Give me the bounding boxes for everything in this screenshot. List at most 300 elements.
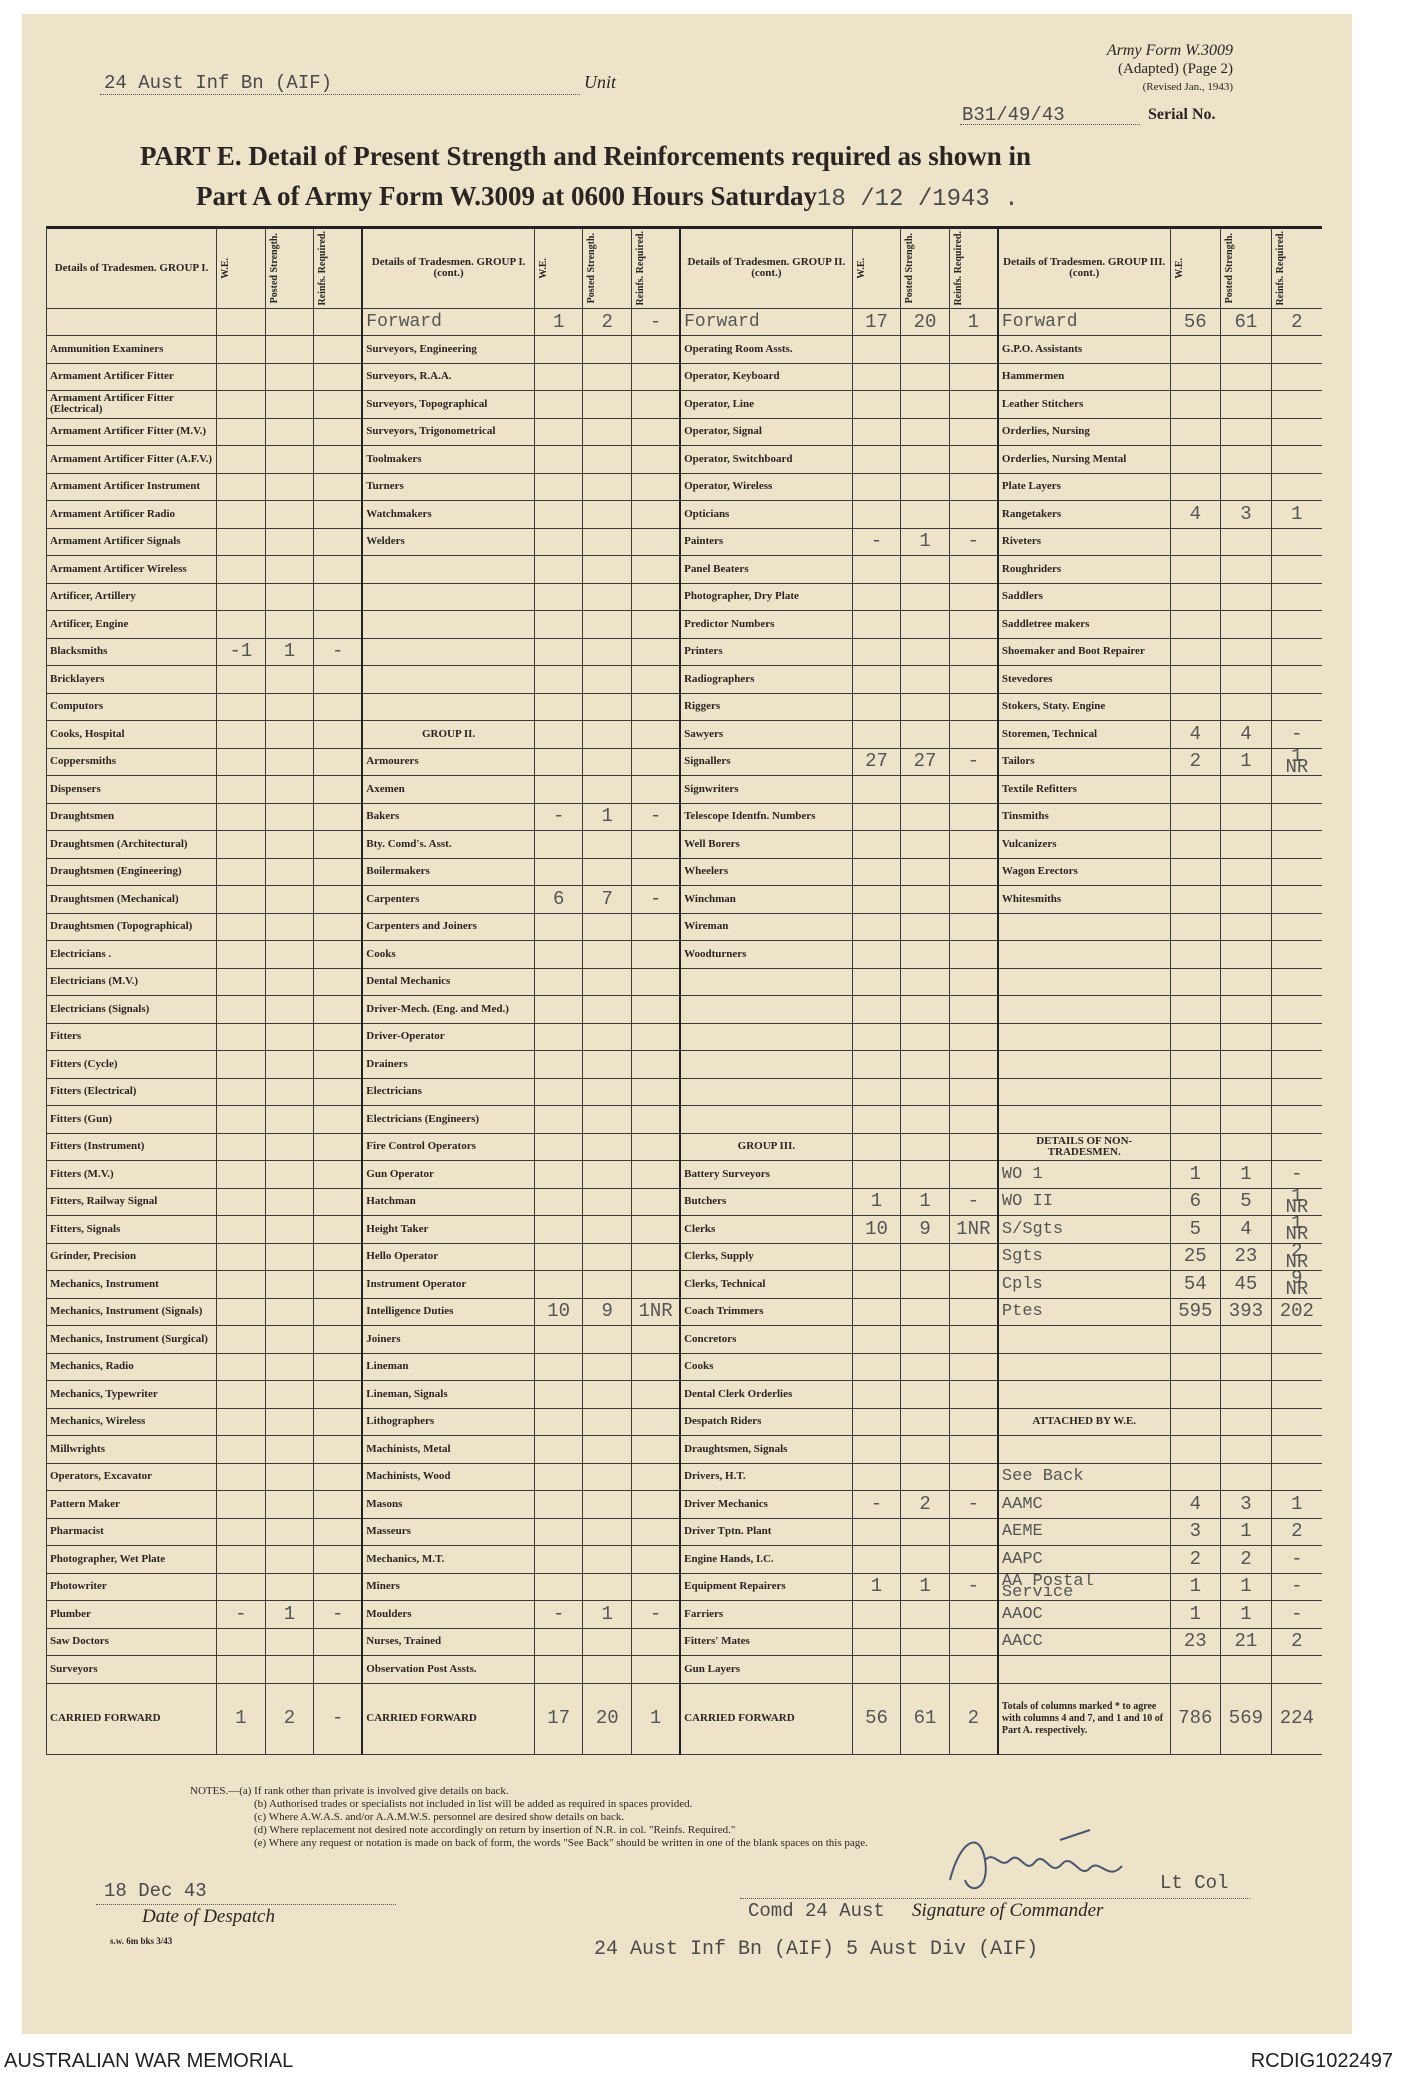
reinf-value — [1271, 693, 1322, 721]
reinf-value — [632, 1133, 681, 1161]
reinf-value — [1271, 391, 1322, 419]
carried-value: 20 — [583, 1683, 632, 1754]
we-value — [217, 968, 266, 996]
we-value — [852, 1436, 901, 1464]
reinf-value — [632, 473, 681, 501]
we-value — [1170, 418, 1221, 446]
reinf-value — [632, 446, 681, 474]
table-row — [47, 1023, 1323, 1051]
unit-rule — [100, 94, 580, 95]
trade-label: Operating Room Assts. — [680, 336, 852, 364]
posted-value: 21 — [1221, 1628, 1272, 1656]
reinf-value — [949, 913, 998, 941]
trade-label: Joiners — [362, 1326, 534, 1354]
posted-value — [265, 418, 314, 446]
posted-value — [901, 996, 950, 1024]
reinf-value — [949, 583, 998, 611]
we-value — [1170, 941, 1221, 969]
forward-label: Forward — [680, 309, 852, 336]
reinf-value — [314, 418, 363, 446]
we-value — [534, 583, 583, 611]
trade-label: Artificer, Engine — [47, 611, 217, 639]
reinf-value — [314, 941, 363, 969]
we-value — [217, 1628, 266, 1656]
trade-label: Masseurs — [362, 1518, 534, 1546]
trade-label: Leather Stitchers — [998, 391, 1170, 419]
trade-label: Wagon Erectors — [998, 858, 1170, 886]
carried-value: 1 — [632, 1683, 681, 1754]
we-value — [217, 363, 266, 391]
reinf-value — [632, 1463, 681, 1491]
reinf-value — [949, 1353, 998, 1381]
trade-label: Surveyors, Topographical — [362, 391, 534, 419]
trade-label: Mechanics, Wireless — [47, 1408, 217, 1436]
posted-value — [1221, 913, 1272, 941]
we-value — [217, 528, 266, 556]
reinf-value — [1271, 1353, 1322, 1381]
posted-value — [265, 583, 314, 611]
despatch-label: Date of Despatch — [142, 1906, 275, 1927]
trade-label: Gun Operator — [362, 1161, 534, 1189]
reinf-value — [1271, 611, 1322, 639]
reinf-value: 2 — [1271, 1518, 1322, 1546]
trade-label: Plate Layers — [998, 473, 1170, 501]
reinf-value — [1271, 638, 1322, 666]
group3-cont-header: Details of Tradesmen. GROUP III. (cont.) — [998, 228, 1170, 309]
we-value — [534, 693, 583, 721]
reinf-value — [314, 363, 363, 391]
trade-label: Riveters — [998, 528, 1170, 556]
posted-value — [901, 1546, 950, 1574]
we-value — [852, 693, 901, 721]
posted-value — [583, 501, 632, 529]
we-value: 2 — [1170, 1546, 1221, 1574]
table-row — [47, 1463, 1323, 1491]
trade-label: Electricians — [362, 1078, 534, 1106]
trade-label: Painters — [680, 528, 852, 556]
trade-label: Plumber — [47, 1601, 217, 1629]
posted-value — [1221, 1353, 1272, 1381]
reinf-value — [314, 391, 363, 419]
we-value — [217, 1353, 266, 1381]
posted-value — [583, 583, 632, 611]
we-value — [534, 1051, 583, 1079]
forward-label: Forward — [998, 309, 1170, 336]
reinf-value — [949, 363, 998, 391]
we-value — [852, 363, 901, 391]
we-value: 6 — [1170, 1188, 1221, 1216]
trade-label: AAOC — [998, 1601, 1170, 1629]
table-row — [47, 611, 1323, 639]
reinf-value: - — [1271, 1546, 1322, 1574]
trade-label: Cooks — [680, 1353, 852, 1381]
table-row — [47, 941, 1323, 969]
reinf-value — [949, 1243, 998, 1271]
trade-label: Sawyers — [680, 721, 852, 749]
posted-value — [265, 1436, 314, 1464]
posted-value — [265, 1243, 314, 1271]
we-value — [852, 556, 901, 584]
we-value — [1170, 363, 1221, 391]
reinf-value — [314, 336, 363, 364]
trade-label: Blacksmiths — [47, 638, 217, 666]
reinf-value — [632, 913, 681, 941]
trade-label: Dispensers — [47, 776, 217, 804]
posted-value — [901, 446, 950, 474]
table-row — [47, 748, 1323, 776]
trade-label: Toolmakers — [362, 446, 534, 474]
posted-value — [901, 1161, 950, 1189]
posted-value — [901, 1656, 950, 1684]
trade-label: Riggers — [680, 693, 852, 721]
posted-value — [901, 1133, 950, 1161]
trade-label: Fitters (Instrument) — [47, 1133, 217, 1161]
posted-value — [583, 1188, 632, 1216]
forward-row — [47, 309, 1323, 336]
signature-comd: Comd 24 Aust — [748, 1900, 885, 1922]
posted-value — [265, 831, 314, 859]
posted-value — [901, 363, 950, 391]
reinf-value — [314, 1326, 363, 1354]
trade-label: Draughtsmen (Architectural) — [47, 831, 217, 859]
reinf-value: 1 NR — [1271, 1216, 1322, 1244]
footer-right: RCDIG1022497 — [1250, 2050, 1393, 2072]
we-value — [534, 1216, 583, 1244]
trade-label: Battery Surveyors — [680, 1161, 852, 1189]
posted-value — [1221, 638, 1272, 666]
posted-value — [265, 1106, 314, 1134]
reinf-value — [632, 1628, 681, 1656]
posted-value — [583, 1353, 632, 1381]
signature-rank: Lt Col — [1160, 1872, 1229, 1894]
posted-value: 3 — [1221, 1491, 1272, 1519]
reinf-value — [632, 1023, 681, 1051]
reinf-value — [632, 1573, 681, 1601]
trade-label: Orderlies, Nursing — [998, 418, 1170, 446]
reinf-value — [314, 611, 363, 639]
we-value — [1170, 831, 1221, 859]
we-value — [852, 1023, 901, 1051]
posted-value — [901, 556, 950, 584]
we-value — [852, 1161, 901, 1189]
trade-label: Stokers, Staty. Engine — [998, 693, 1170, 721]
forward-label: Forward — [362, 309, 534, 336]
table-row — [47, 1078, 1323, 1106]
trade-label: Axemen — [362, 776, 534, 804]
table-row — [47, 528, 1323, 556]
posted-value — [265, 996, 314, 1024]
reinf-header: Reinfs. Required. — [317, 230, 329, 306]
despatch-rule — [96, 1904, 396, 1905]
trade-label: Nurses, Trained — [362, 1628, 534, 1656]
we-value — [217, 1656, 266, 1684]
reinf-value — [314, 528, 363, 556]
table-row — [47, 803, 1323, 831]
trade-label: Cpls — [998, 1271, 1170, 1299]
posted-value — [583, 996, 632, 1024]
posted-value — [265, 1023, 314, 1051]
reinf-value — [949, 1436, 998, 1464]
posted-value — [265, 1326, 314, 1354]
trade-label: Pattern Maker — [47, 1491, 217, 1519]
posted-value — [265, 1078, 314, 1106]
posted-value: 7 — [583, 886, 632, 914]
trade-label: Mechanics, M.T. — [362, 1546, 534, 1574]
trade-label: GROUP II. — [362, 721, 534, 749]
posted-value — [265, 1298, 314, 1326]
posted-value — [265, 1353, 314, 1381]
trade-label: Coach Trimmers — [680, 1298, 852, 1326]
trade-label — [680, 996, 852, 1024]
posted-value — [1221, 391, 1272, 419]
posted-value: 1 — [1221, 1518, 1272, 1546]
posted-value: 1 — [265, 638, 314, 666]
reinf-value — [1271, 858, 1322, 886]
reinf-value — [314, 583, 363, 611]
we-value — [852, 941, 901, 969]
trade-label: Opticians — [680, 501, 852, 529]
reinf-value — [1271, 1408, 1322, 1436]
reinf-value — [632, 1518, 681, 1546]
trade-label: Mechanics, Instrument (Signals) — [47, 1298, 217, 1326]
posted-value — [1221, 336, 1272, 364]
posted-value — [901, 583, 950, 611]
we-value — [852, 336, 901, 364]
reinf-value — [1271, 418, 1322, 446]
trade-label: Mechanics, Typewriter — [47, 1381, 217, 1409]
we-value — [852, 1408, 901, 1436]
carried-value: 56 — [852, 1683, 901, 1754]
reinf-value — [1271, 941, 1322, 969]
trade-label: Well Borers — [680, 831, 852, 859]
trade-label: Moulders — [362, 1601, 534, 1629]
we-value — [1170, 1436, 1221, 1464]
reinf-value — [314, 1353, 363, 1381]
posted-value: 1 — [1221, 1161, 1272, 1189]
we-value — [217, 1051, 266, 1079]
we-value — [217, 611, 266, 639]
we-value — [217, 1326, 266, 1354]
trade-label: Operator, Line — [680, 391, 852, 419]
trade-label: WO II — [998, 1188, 1170, 1216]
we-value — [852, 776, 901, 804]
form-name: Army Form W.3009 — [1106, 42, 1233, 59]
trade-label: Mechanics, Radio — [47, 1353, 217, 1381]
we-value — [217, 803, 266, 831]
we-value: 54 — [1170, 1271, 1221, 1299]
posted-value — [901, 1051, 950, 1079]
table-row — [47, 1326, 1323, 1354]
trade-label: Despatch Riders — [680, 1408, 852, 1436]
trade-label: Intelligence Duties — [362, 1298, 534, 1326]
trade-label: Drainers — [362, 1051, 534, 1079]
reinf-value — [949, 1601, 998, 1629]
reinf-value — [314, 831, 363, 859]
table-row — [47, 1216, 1323, 1244]
carried-value: 569 — [1221, 1683, 1272, 1754]
we-value — [1170, 391, 1221, 419]
posted-value — [583, 556, 632, 584]
trade-label — [680, 1023, 852, 1051]
trade-label: Saddletree makers — [998, 611, 1170, 639]
trade-label: Saw Doctors — [47, 1628, 217, 1656]
posted-value — [1221, 363, 1272, 391]
trade-label: Lineman — [362, 1353, 534, 1381]
posted-value — [583, 748, 632, 776]
posted-header: Posted Strength. — [268, 232, 280, 304]
commander-signature — [940, 1820, 1150, 1900]
we-value — [534, 1078, 583, 1106]
posted-value — [901, 1381, 950, 1409]
reinf-value — [632, 1051, 681, 1079]
posted-value — [583, 446, 632, 474]
reinf-value: - — [949, 1188, 998, 1216]
trade-label: Armament Artificer Fitter (M.V.) — [47, 418, 217, 446]
reinf-value — [632, 1353, 681, 1381]
trade-label: Clerks, Technical — [680, 1271, 852, 1299]
table-row — [47, 1188, 1323, 1216]
reinf-value: - — [1271, 721, 1322, 749]
we-value — [1170, 556, 1221, 584]
table-row — [47, 473, 1323, 501]
trade-label: Winchman — [680, 886, 852, 914]
trade-label: AEME — [998, 1518, 1170, 1546]
reinf-value — [314, 1243, 363, 1271]
trade-label: Saddlers — [998, 583, 1170, 611]
reinf-value — [314, 776, 363, 804]
trade-label: Fitters (M.V.) — [47, 1161, 217, 1189]
forward-value: 56 — [1170, 309, 1221, 336]
trade-label: Lineman, Signals — [362, 1381, 534, 1409]
we-value — [534, 1518, 583, 1546]
posted-value — [583, 1326, 632, 1354]
reinf-value — [949, 1298, 998, 1326]
trade-label: Operator, Wireless — [680, 473, 852, 501]
posted-value — [583, 1436, 632, 1464]
we-value — [534, 1408, 583, 1436]
posted-value — [901, 501, 950, 529]
trade-label — [998, 913, 1170, 941]
reinf-value — [632, 1243, 681, 1271]
posted-value — [583, 1381, 632, 1409]
form-revised: (Revised Jan., 1943) — [1142, 81, 1233, 93]
trade-label: Telescope Identfn. Numbers — [680, 803, 852, 831]
posted-value: 5 — [1221, 1188, 1272, 1216]
posted-value — [901, 418, 950, 446]
reinf-value — [949, 886, 998, 914]
trade-label: Ammunition Examiners — [47, 336, 217, 364]
we-value — [534, 1353, 583, 1381]
form-identifier — [1107, 42, 1233, 96]
we-value: 3 — [1170, 1518, 1221, 1546]
trade-label: Tailors — [998, 748, 1170, 776]
posted-value — [265, 1546, 314, 1574]
posted-value — [901, 1601, 950, 1629]
posted-value: 1 — [583, 803, 632, 831]
trade-label: Fitters (Electrical) — [47, 1078, 217, 1106]
posted-value — [1221, 803, 1272, 831]
posted-value — [583, 1628, 632, 1656]
reinf-value — [949, 611, 998, 639]
we-value — [217, 1271, 266, 1299]
trade-label: Grinder, Precision — [47, 1243, 217, 1271]
we-value — [217, 1298, 266, 1326]
trade-label: Textile Refitters — [998, 776, 1170, 804]
trade-label — [998, 1326, 1170, 1354]
we-value — [852, 638, 901, 666]
trade-label: Boilermakers — [362, 858, 534, 886]
we-value — [534, 748, 583, 776]
we-value: 2 — [1170, 748, 1221, 776]
posted-value — [583, 1546, 632, 1574]
reinf-value — [949, 831, 998, 859]
posted-value — [583, 363, 632, 391]
posted-value — [265, 501, 314, 529]
we-value: 4 — [1170, 1491, 1221, 1519]
we-value — [1170, 583, 1221, 611]
posted-value — [901, 391, 950, 419]
posted-value: 2 — [1221, 1546, 1272, 1574]
posted-value — [901, 1518, 950, 1546]
reinf-value: 1 NR — [1271, 1188, 1322, 1216]
table-header-row — [47, 228, 1323, 309]
we-value — [852, 1133, 901, 1161]
we-value — [852, 803, 901, 831]
table-row — [47, 996, 1323, 1024]
trade-label: Operator, Keyboard — [680, 363, 852, 391]
reinf-value — [314, 913, 363, 941]
posted-value — [1221, 968, 1272, 996]
trade-label: Surveyors, Trigonometrical — [362, 418, 534, 446]
reinf-value — [949, 1656, 998, 1684]
trade-label: Fitters (Cycle) — [47, 1051, 217, 1079]
reinf-value — [314, 996, 363, 1024]
reinf-value — [632, 611, 681, 639]
reinf-value: - — [949, 1573, 998, 1601]
trade-label: Drivers, H.T. — [680, 1463, 852, 1491]
reinf-value — [1271, 1463, 1322, 1491]
reinf-value — [314, 1106, 363, 1134]
reinf-value — [632, 693, 681, 721]
trade-label: Hatchman — [362, 1188, 534, 1216]
we-value — [1170, 1656, 1221, 1684]
posted-value — [901, 611, 950, 639]
reinf-value — [314, 1271, 363, 1299]
trade-label: DETAILS OF NON-TRADESMEN. — [998, 1133, 1170, 1161]
we-value — [852, 583, 901, 611]
reinf-value — [632, 418, 681, 446]
trade-label: Observation Post Assts. — [362, 1656, 534, 1684]
posted-value — [265, 1628, 314, 1656]
we-value — [534, 666, 583, 694]
trade-label: Printers — [680, 638, 852, 666]
carried-forward-label: CARRIED FORWARD — [362, 1683, 534, 1754]
table-row — [47, 1381, 1323, 1409]
posted-value — [583, 721, 632, 749]
trade-label: AACC — [998, 1628, 1170, 1656]
we-value — [534, 831, 583, 859]
posted-value — [1221, 666, 1272, 694]
reinf-value — [632, 1381, 681, 1409]
reinf-value — [1271, 831, 1322, 859]
we-value — [852, 611, 901, 639]
table-row — [47, 1051, 1323, 1079]
we-value — [534, 1463, 583, 1491]
reinf-value — [632, 1656, 681, 1684]
posted-value — [583, 1133, 632, 1161]
reinf-value: - — [314, 1601, 363, 1629]
trade-label: Cooks — [362, 941, 534, 969]
